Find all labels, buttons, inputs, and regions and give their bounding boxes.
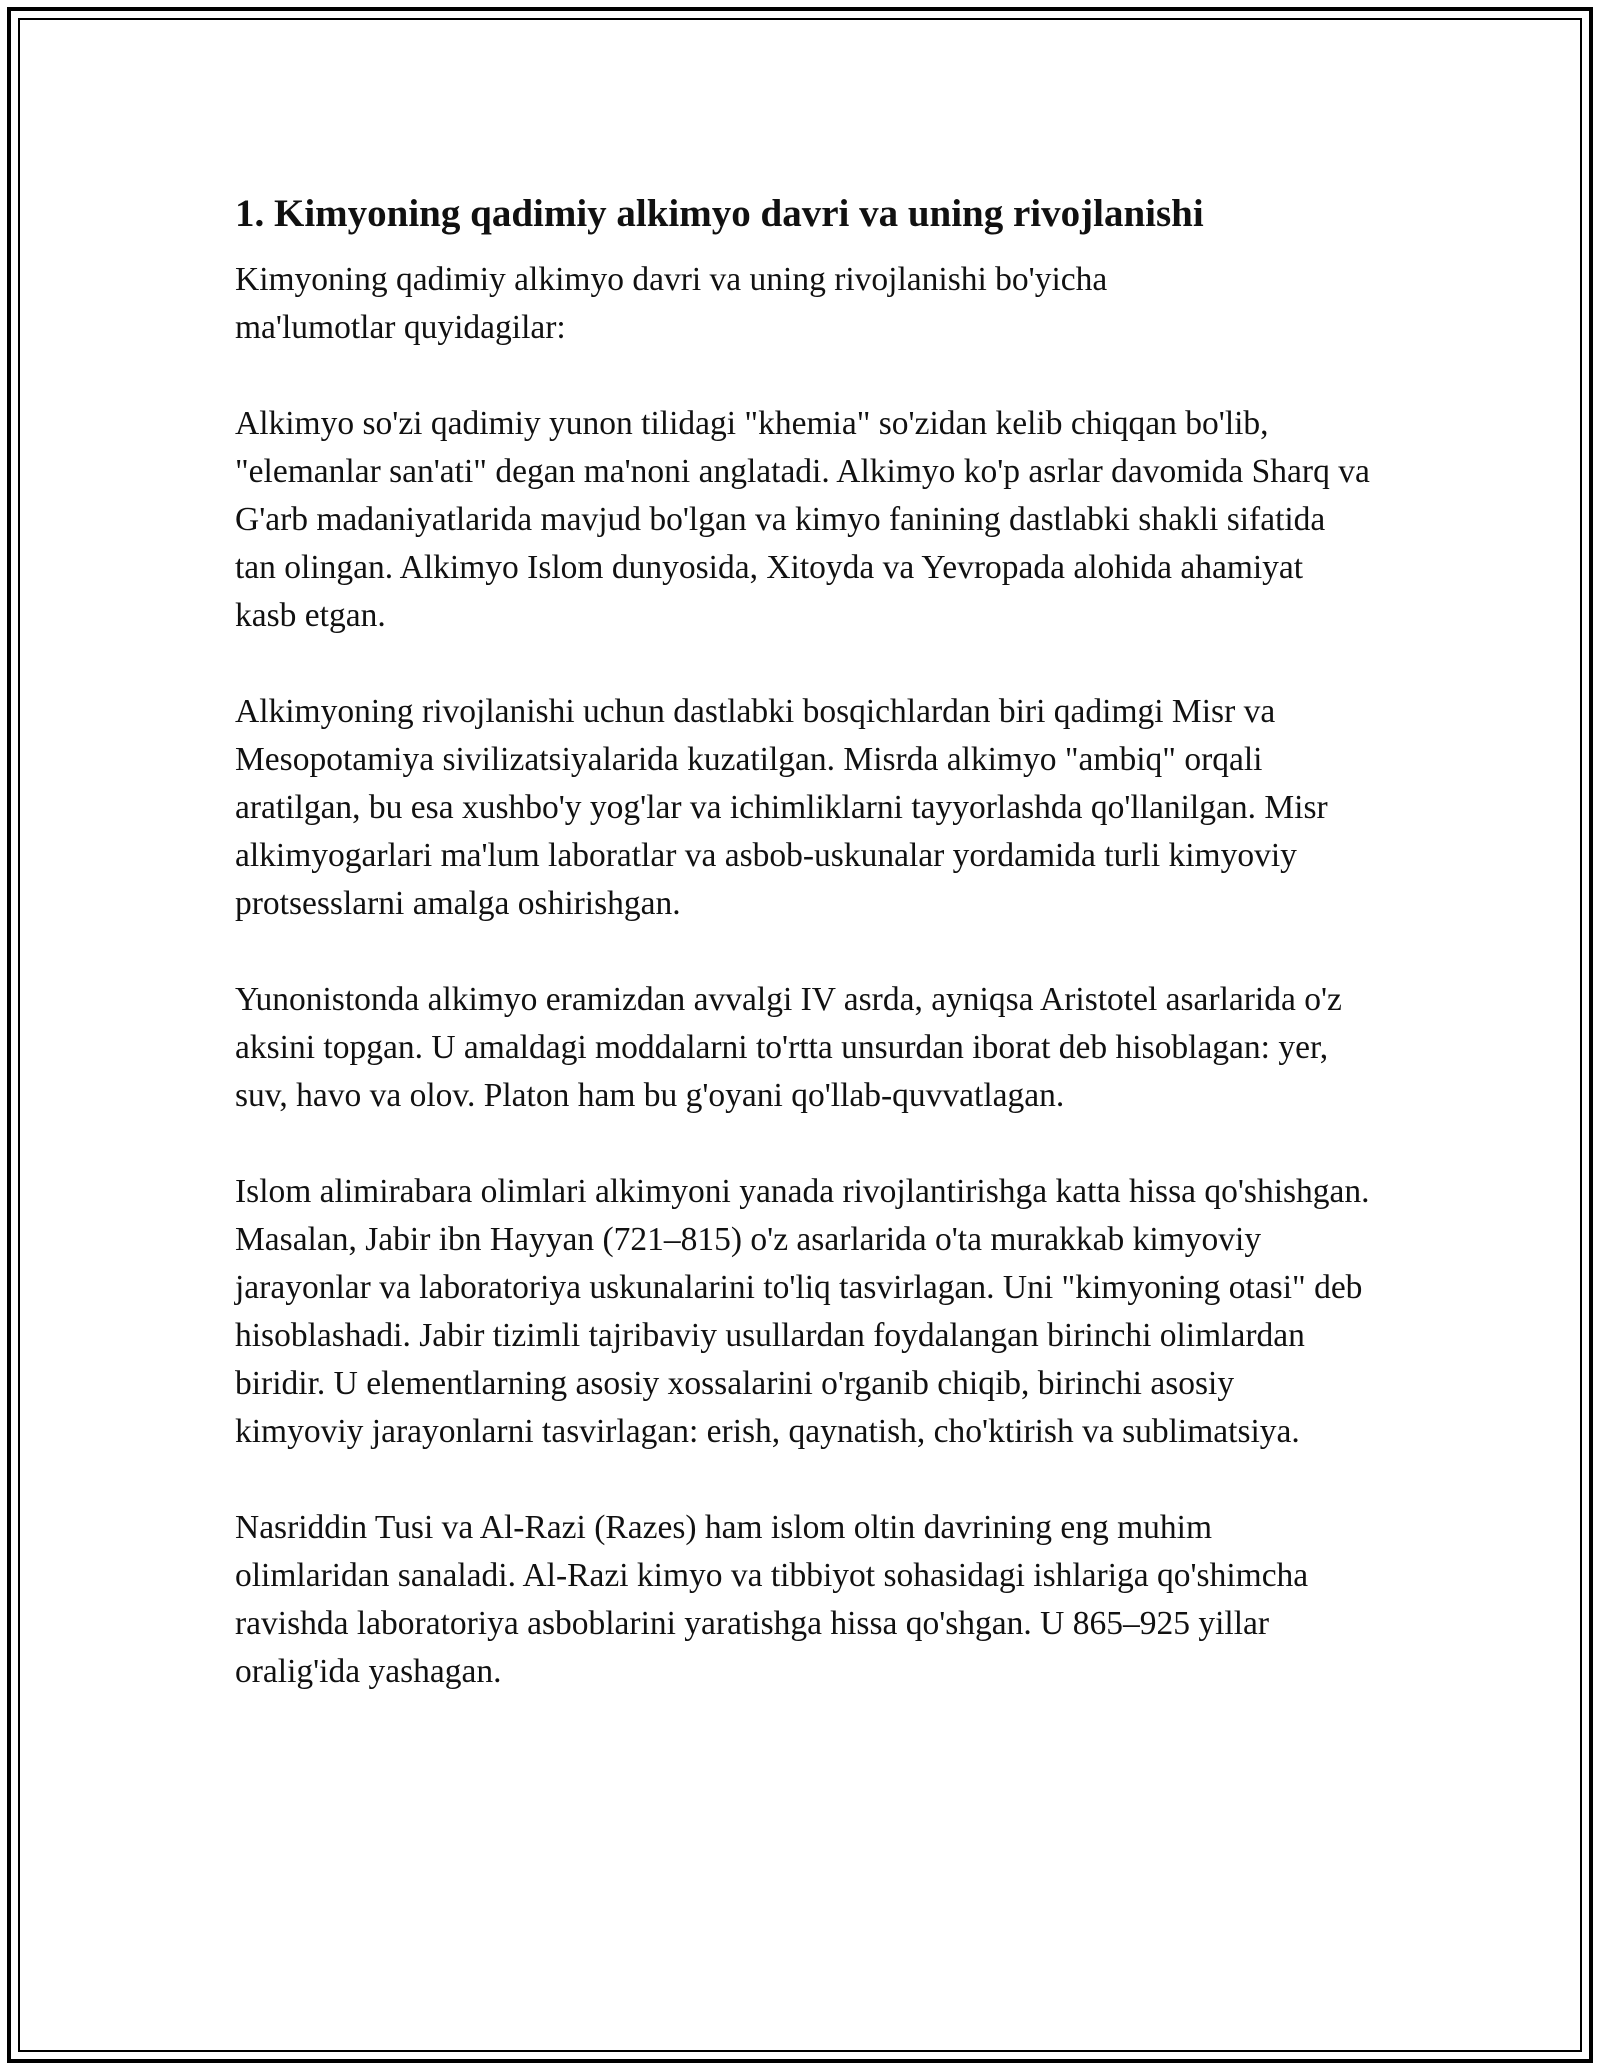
paragraph-tusi-al-razi: Nasriddin Tusi va Al-Razi (Razes) ham islom oltin davrining eng muhim olimlaridan sanaladi. Al-Razi kimyo va tibbiyot sohasidagi ishlariga qo'shimcha ravishda laboratoriya asboblarini yaratishga hissa qo'shgan. U 865–925 yillar oralig'ida yashagan. bbox=[235, 1509, 1309, 1690]
intro-paragraph: Kimyoning qadimiy alkimyo davri va uning rivojlanishi bo'yicha ma'lumotlar quyidagilar: bbox=[235, 261, 1108, 346]
paragraph-jabir-ibn-hayyan: Islom alimirabara olimlari alkimyoni yanada rivojlantirishga katta hissa qo'shishgan. Masalan, Jabir ibn Hayyan (721–815) o'z asarlarida o'ta murakkab kimyoviy jarayonlar va laboratoriya uskunalarini to'liq tasvirlagan. Uni "kimyoning otasi" deb hisoblashadi. Jabir tizimli tajribaviy usullardan foydalangan birinchi olimlardan biridir. U elementlarning asosiy xossalarini o'rganib chiqib, birinchi asosiy kimyoviy jarayonlarni tasvirlagan: erish, qaynatish, cho'ktirish va sublimatsiya. bbox=[235, 1173, 1370, 1450]
paragraph-greece: Yunonistonda alkimyo eramizdan avvalgi IV asrda, ayniqsa Aristotel asarlarida o'z aksini topgan. U amaldagi moddalarni to'rtta unsurdan iborat deb hisoblagan: yer, suv, havo va olov. Platon ham bu g'oyani qo'llab-quvvatlagan. bbox=[235, 981, 1342, 1114]
paragraph-alkimyo-origin: Alkimyo so'zi qadimiy yunon tilidagi "khemia" so'zidan kelib chiqqan bo'lib, "elemanlar san'ati" degan ma'noni anglatadi. Alkimyo ko'p asrlar davomida Sharq va G'arb madaniyatlarida mavjud bo'lgan va kimyo fanining dastlabki shakli sifatida tan olingan. Alkimyo Islom dunyosida, Xitoyda va Yevropada alohida ahamiyat kasb etgan. bbox=[235, 405, 1370, 634]
document-body bbox=[235, 186, 1370, 1744]
paragraph-egypt-mesopotamia: Alkimyoning rivojlanishi uchun dastlabki bosqichlardan biri qadimgi Misr va Mesopotamiya sivilizatsiyalarida kuzatilgan. Misrda alkimyo "ambiq" orqali aratilgan, bu esa xushbo'y yog'lar va ichimliklarni tayyorlashda qo'llanilgan. Misr alkimyogarlari ma'lum laboratlar va asbob-uskunalar yordamida turli kimyoviy protsesslarni amalga oshirishgan. bbox=[235, 693, 1328, 922]
document-title: 1. Kimyoning qadimiy alkimyo davri va uning rivojlanishi bbox=[235, 192, 1204, 235]
